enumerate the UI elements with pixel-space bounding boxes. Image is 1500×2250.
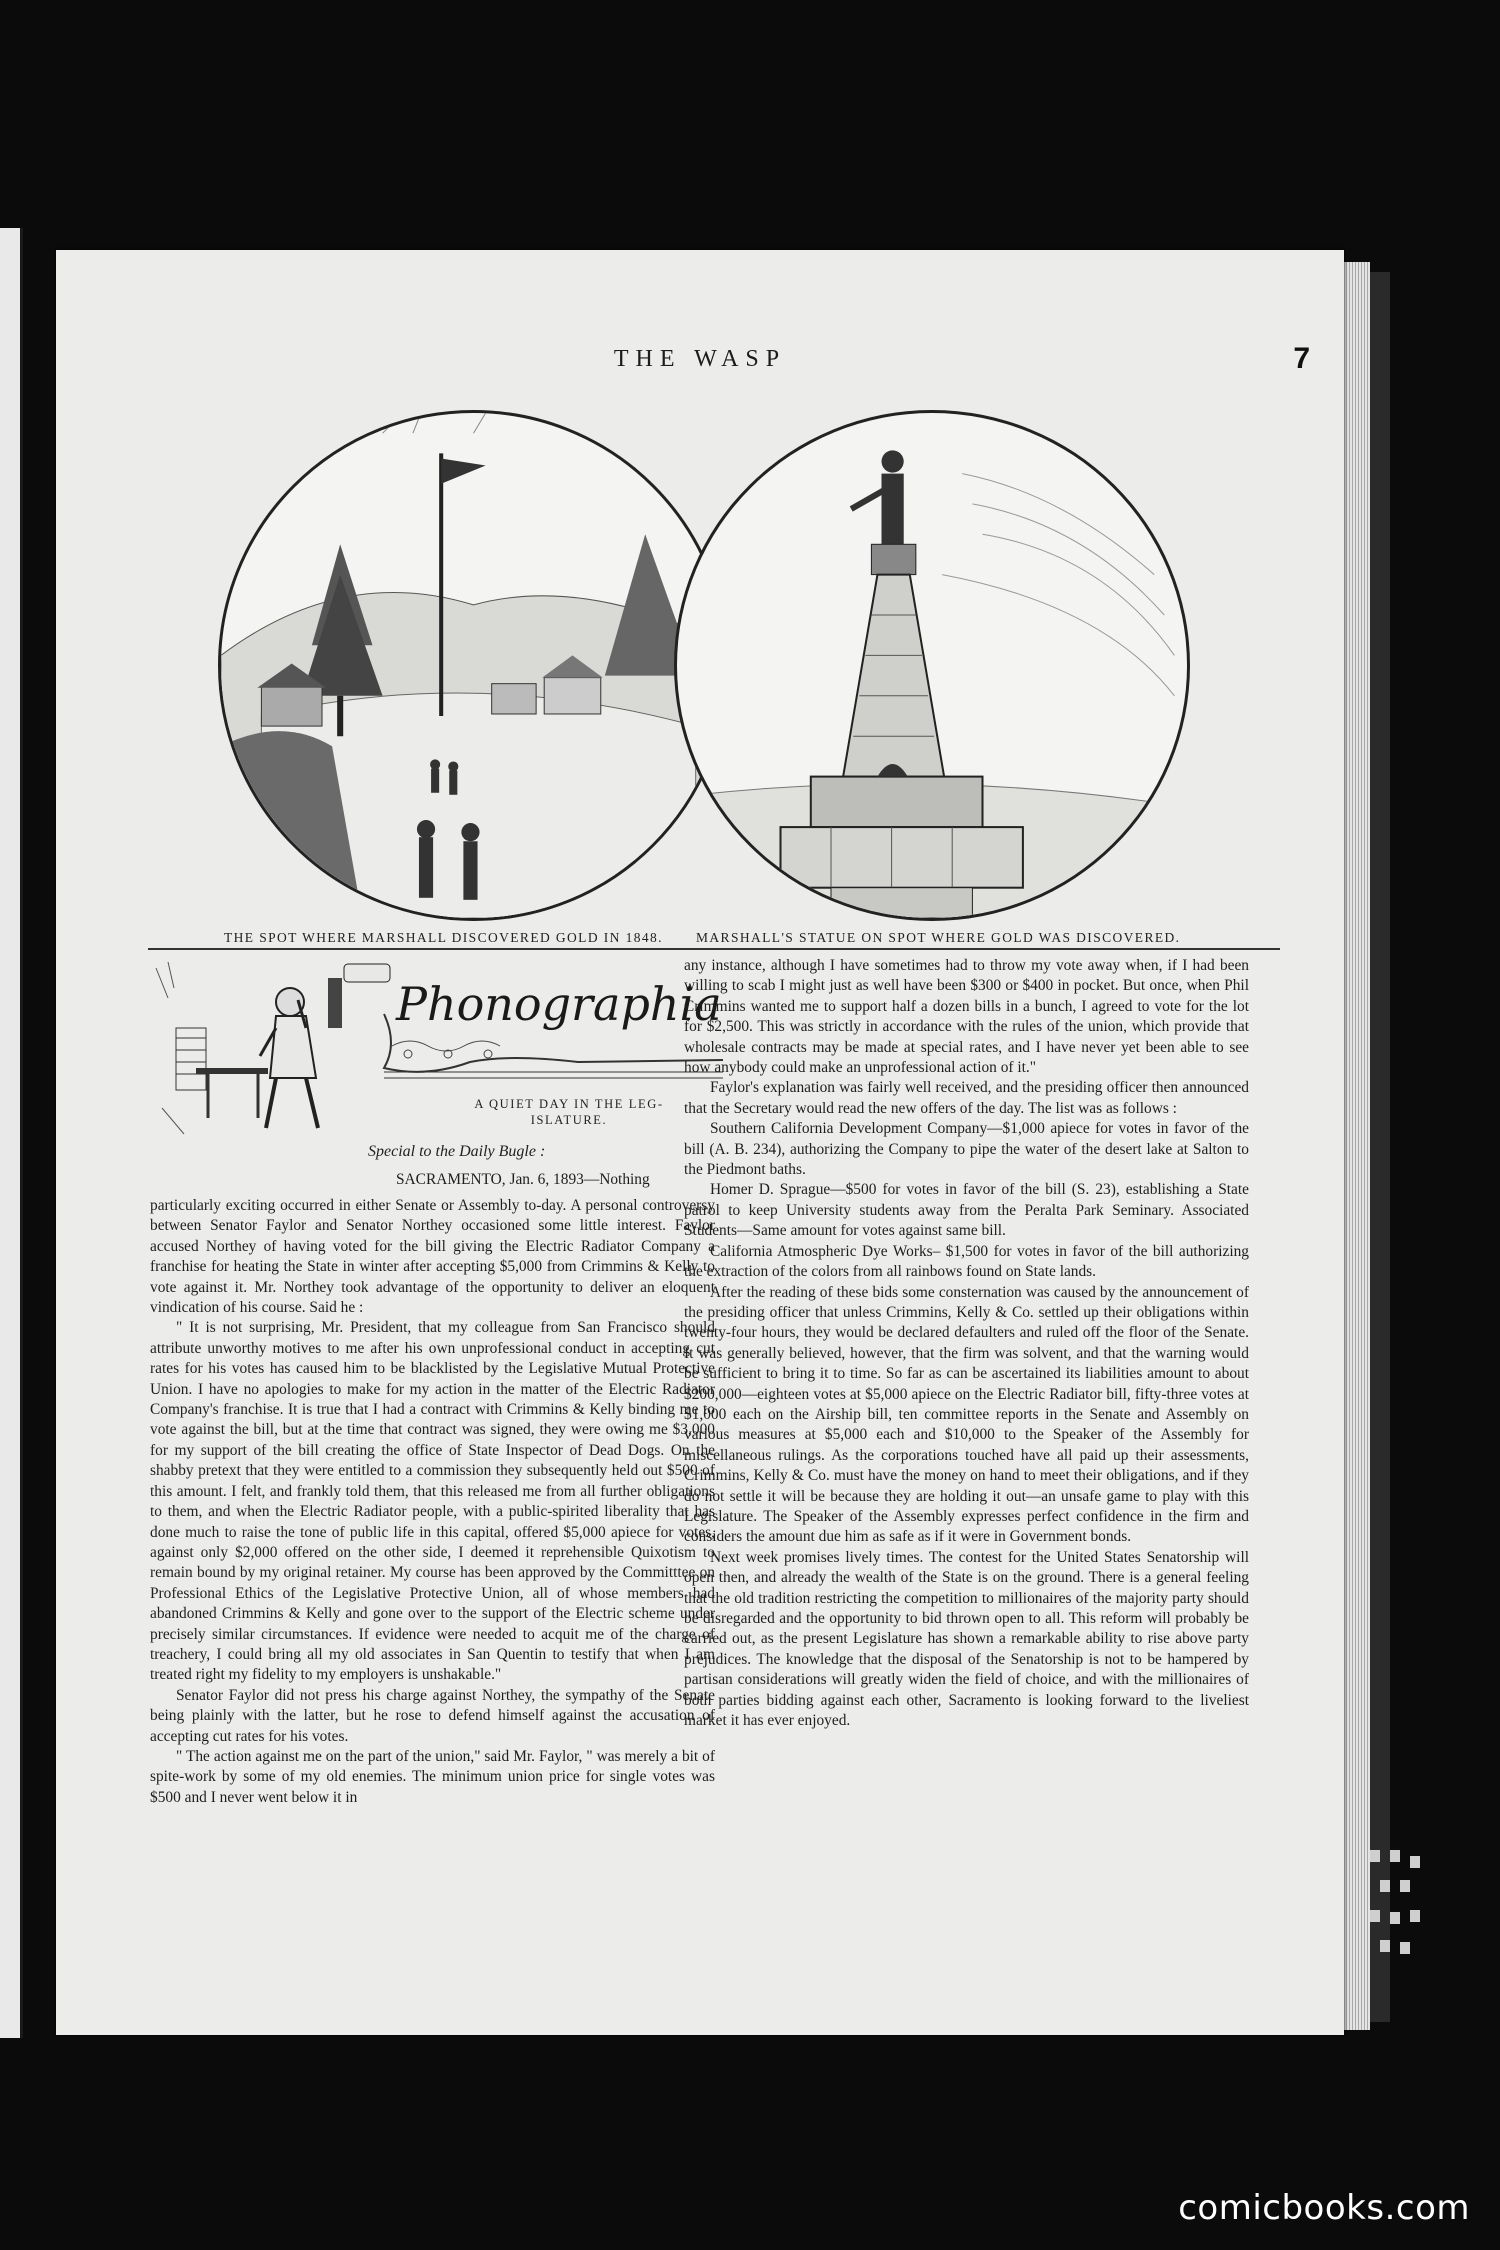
left-illustration-caption: THE SPOT WHERE MARSHALL DISCOVERED GOLD IN 1848. — [224, 930, 663, 945]
article-subhead-line-2: ISLATURE. — [530, 1113, 608, 1127]
left-paragraph: Senator Faylor did not press his charge against Northey, the sympathy of the Senate being plainly with the latter, but he rose to defend himself against the accusation of accepting cut rates for his votes. — [150, 1686, 715, 1745]
right-paragraph: Faylor's explanation was fairly well received, and the presiding officer then announced that the Secretary would read the new offers of the day. The list was as follows : — [684, 1079, 1249, 1117]
left-paragraph: " The action against me on the part of the union," said Mr. Faylor, " was merely a bit of spite-work by some of my old enemies. The minimum union price for single votes was $500 and I never went below it in — [150, 1747, 715, 1806]
discovery-spot-illustration — [218, 410, 729, 921]
marshall-statue-drawing — [677, 413, 1187, 918]
page-stack-edges — [1344, 262, 1370, 2030]
running-head: THE WASP — [613, 346, 787, 372]
right-paragraph: California Atmospheric Dye Works– $1,500 for votes in favor of the bill authorizing the extraction of the colors from all rainbows found on State lands. — [684, 1242, 1249, 1281]
right-paragraph: any instance, although I have sometimes had to throw my vote away when, if I had been willing to scab I might just as well have been $300 or $400 in pocket. But once, when Phil Crimmins wanted me to support half a dozen bills in a bunch, I agreed to vote for the lot for $2,500. This was strictly in accordance with the rules of the union, which provide that wholesale contracts may be made at special rates, and I have never yet been able to see how anybody could make an unprofessional action of it." — [684, 957, 1249, 1077]
right-paragraph: Next week promises lively times. The contest for the United States Senatorship will open then, and already the wealth of the State is on the ground. There is a general feeling that the old tradition restricting the competition to millionaires of the majority party should be disregarded and the opportunity to bid thrown open to all. This reform will probably be carried out, as the present Legislature has shown a remarkable ability to rise above party prejudices. The knowledge that the disposal of the Senatorship is not to be hampered by partisan considerations will greatly widen the field of choice, and with the millionaires of both parties bidding against each other, Sacramento is looking forward to the liveliest market it has ever enjoyed. — [684, 1548, 1249, 1730]
left-text-column — [150, 1196, 715, 1808]
previous-page-edge — [0, 228, 23, 2038]
book-cover-edge — [1370, 272, 1390, 2022]
article-special-line: Special to the Daily Bugle : — [368, 1143, 546, 1160]
left-paragraph: " It is not surprising, Mr. President, that my colleague from San Francisco should attribute unworthy motives to me after his own unprofessional conduct in accepting cut rates for his votes has caused him to be blacklisted by the Legislative Mutual Protective Union. I have no apologies to make for my action in the matter of the Electric Radiator Company's franchise. It is true that I had a contract with Crimmins & Kelly binding me to vote against the bill, but at the time that contract was signed, they were owing me $3,000 for my support of the bill creating the office of State Inspector of Dead Dogs. On the shabby pretext that they were entitled to a commission they subsequently held out $500 of this amount. I felt, and frankly told them, that this released me from all further obligations to them, and when the Electric Radiator people, with a public-spirited liberality that has done much to raise the tone of public life in this capital, offered $5,000 apiece for votes, against only $2,000 offered on the other side, I deemed it reprehensible Quixotism to remain bound by my original retainer. My course has been approved by the Committtee on Professional Ethics of the Legislative Protective Union, all of whose members had abandoned Crimmins & Kelly and gone over to the support of the Electric scheme under precisely similar circumstances. If evidence were needed to acquit me of the charge of treachery, I could bring all my old associates in San Quentin to testify that when I am treated right my fidelity to my employers is unshakable." — [150, 1319, 715, 1684]
site-watermark: comicbooks.com — [1178, 2188, 1470, 2228]
right-paragraph: After the reading of these bids some consternation was caused by the announcement of the presiding officer that unless Crimmins, Kelly & Co. settled up their obligations within twenty-four hours, they would be declared defaulters and ruled off the floor of the Senate. It was generally believed, however, that the firm was solvent, and that the warning would be sufficient to bring it to time. So far as can be ascertained its liabilities amount to about $200,000—eighteen votes at $5,000 apiece on the Electric Radiator bill, fifty-three votes at $1,000 each on the Airship bill, ten committee reports in the Senate and Assembly on various measures at $5,000 each and $10,000 to the Speaker of the Assembly for miscellaneous rulings. As the corporations touched have all paid up their assessments, Crimmins, Kelly & Co. must have the money on hand to meet their obligations, and if they do not settle it will be because they are holding it out—an unsafe game to play with this Legislature. The Speaker of the Assembly expresses perfect confidence in the firm and considers the amount due him as safe as if it were in Government bonds. — [684, 1283, 1249, 1546]
page-number: 7 — [1293, 342, 1310, 375]
right-illustration-caption: MARSHALL'S STATUE ON SPOT WHERE GOLD WAS DISCOVERED. — [696, 930, 1181, 945]
article-subhead — [474, 1096, 664, 1128]
discovery-spot-drawing — [221, 413, 726, 918]
marshall-statue-illustration — [674, 410, 1190, 921]
article-dateline: SACRAMENTO, Jan. 6, 1893—Nothing — [396, 1171, 650, 1188]
caption-rule — [148, 948, 1280, 950]
article-subhead-line-1: A QUIET DAY IN THE LEG- — [474, 1097, 664, 1111]
right-text-column — [684, 956, 1249, 1731]
article-title: Phonographia — [396, 977, 722, 1031]
right-paragraph: Southern California Development Company—$1,000 apiece for votes in favor of the bill (A. B. 234), authorizing the Company to pipe the water of the desert lake at Salton to the Piedmont baths. — [684, 1120, 1249, 1179]
binding-marks — [1368, 1850, 1438, 1960]
magazine-page — [56, 250, 1344, 2035]
right-paragraph: Homer D. Sprague—$500 for votes in favor of the bill (S. 23), establishing a State patrol to keep University students away from the Peralta Park Seminary. Associated Students—Same amount for votes against same bill. — [684, 1181, 1249, 1240]
left-paragraph: particularly exciting occurred in either Senate or Assembly to-day. A personal controversy between Senator Faylor and Senator Northey occasioned some little interest. Faylor accused Northey of having voted for the bill giving the Electric Radiator Company a franchise for heating the State in winter after accepting $5,000 from Crimmins & Kelly to vote against it. Mr. Northey took advantage of the opportunity to deliver an eloquent vindication of his course. Said he : — [150, 1197, 715, 1317]
